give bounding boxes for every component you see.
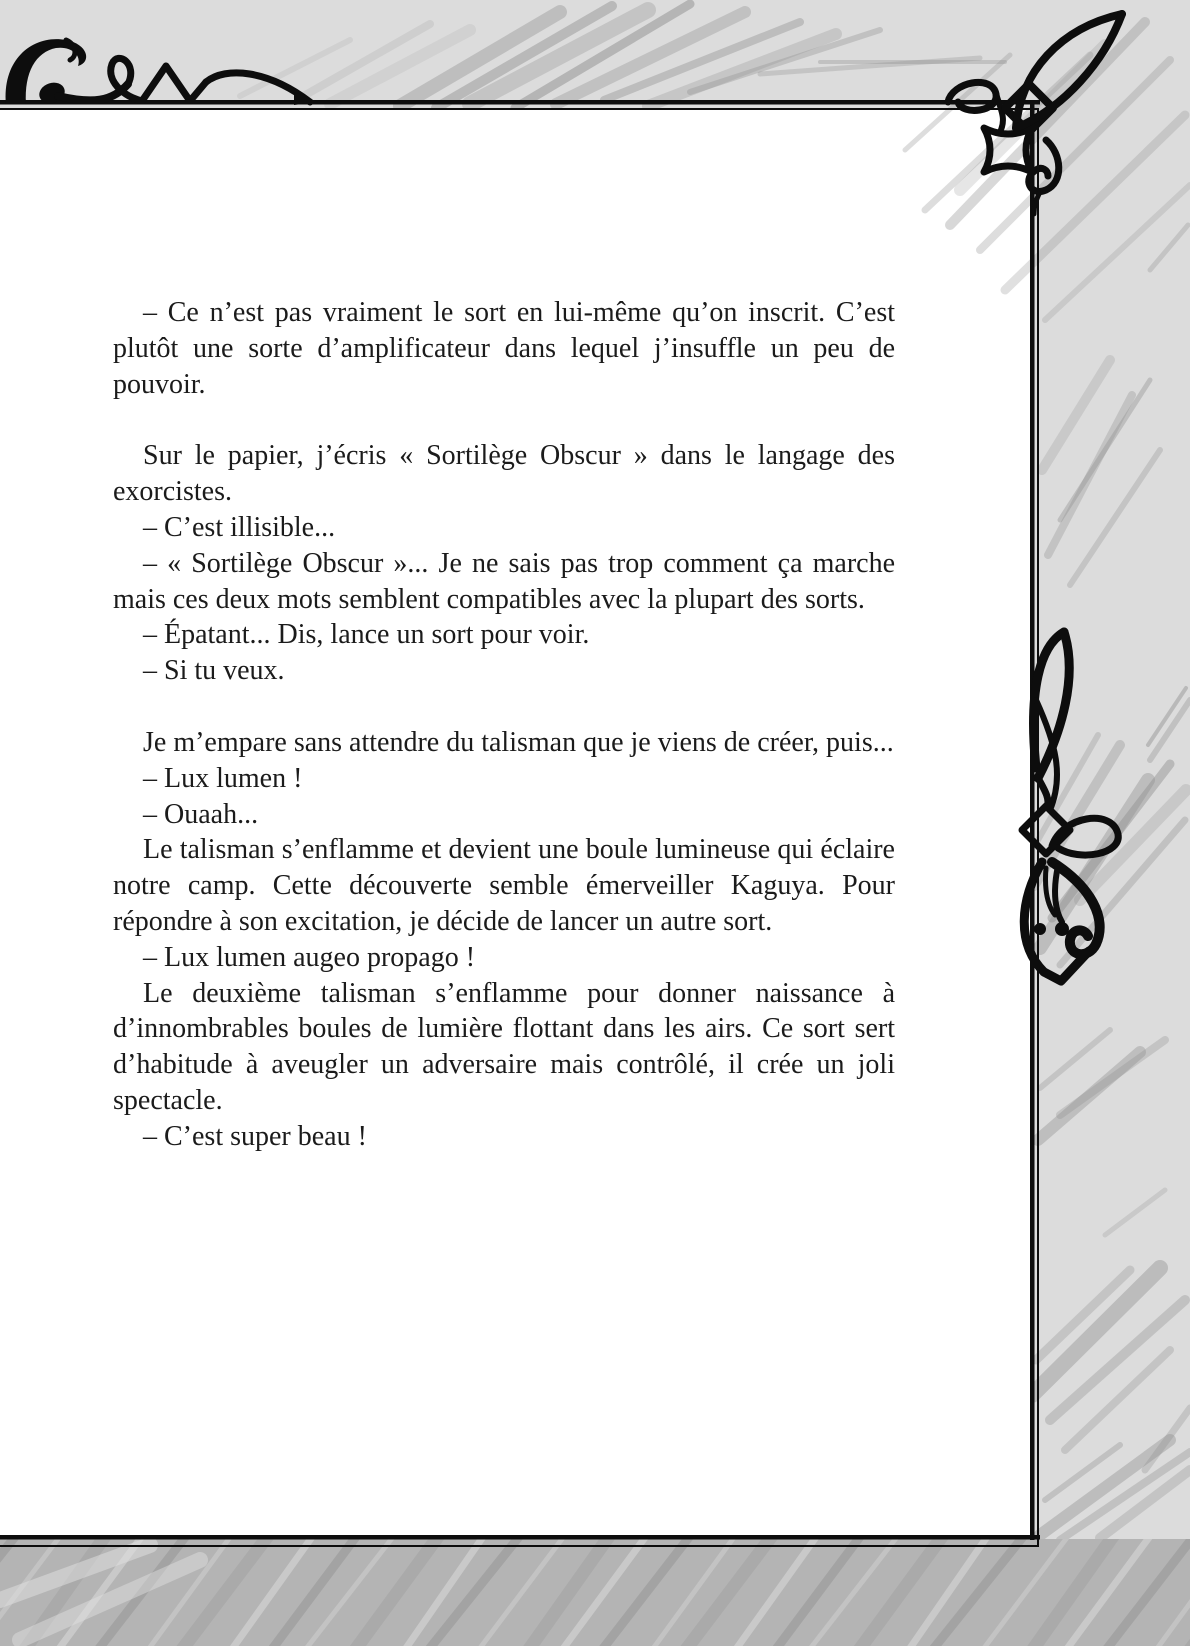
paragraph: – « Sortilège Obscur »... Je ne sais pas trop comment ça marche mais ces deux mots semblent compatibles avec la plupart des sorts. bbox=[113, 547, 895, 615]
paragraph: – Ouaah... bbox=[143, 798, 259, 830]
paragraph: – Épatant... Dis, lance un sort pour voir. bbox=[143, 619, 590, 651]
top-left-flourish-icon bbox=[6, 39, 318, 106]
right-fleur-ornament-icon bbox=[1022, 632, 1118, 981]
paragraph: Sur le papier, j’écris « Sortilège Obscur » dans le langage des exorcistes. bbox=[113, 440, 895, 508]
paragraph: – Si tu veux. bbox=[143, 655, 285, 687]
paragraph: Je m’empare sans attendre du talisman que je viens de créer, puis... bbox=[143, 726, 894, 758]
paragraph: – C’est super beau ! bbox=[143, 1120, 367, 1152]
novel-text bbox=[0, 110, 1030, 1155]
paragraph: – Ce n’est pas vraiment le sort en lui-même qu’on inscrit. C’est plutôt une sorte d’amplificateur dans lequel j’insuffle un peu de pouvoir. bbox=[113, 297, 895, 400]
paragraph: Le deuxième talisman s’enflamme pour donner naissance à d’innombrables boules de lumière flottant dans les airs. Ce sort sert d’habitude à aveugler un adversaire mais contrôlé, il crée un joli spectacle. bbox=[113, 977, 895, 1116]
paragraph: – Lux lumen augeo propago ! bbox=[143, 941, 476, 973]
paragraph: – C’est illisible... bbox=[143, 511, 336, 543]
paragraph: Le talisman s’enflamme et devient une boule lumineuse qui éclaire notre camp. Cette découverte semble émerveiller Kaguya. Pour répondre à son excitation, je décide de lancer un autre sort. bbox=[113, 834, 895, 937]
paragraph: – Lux lumen ! bbox=[143, 762, 303, 794]
